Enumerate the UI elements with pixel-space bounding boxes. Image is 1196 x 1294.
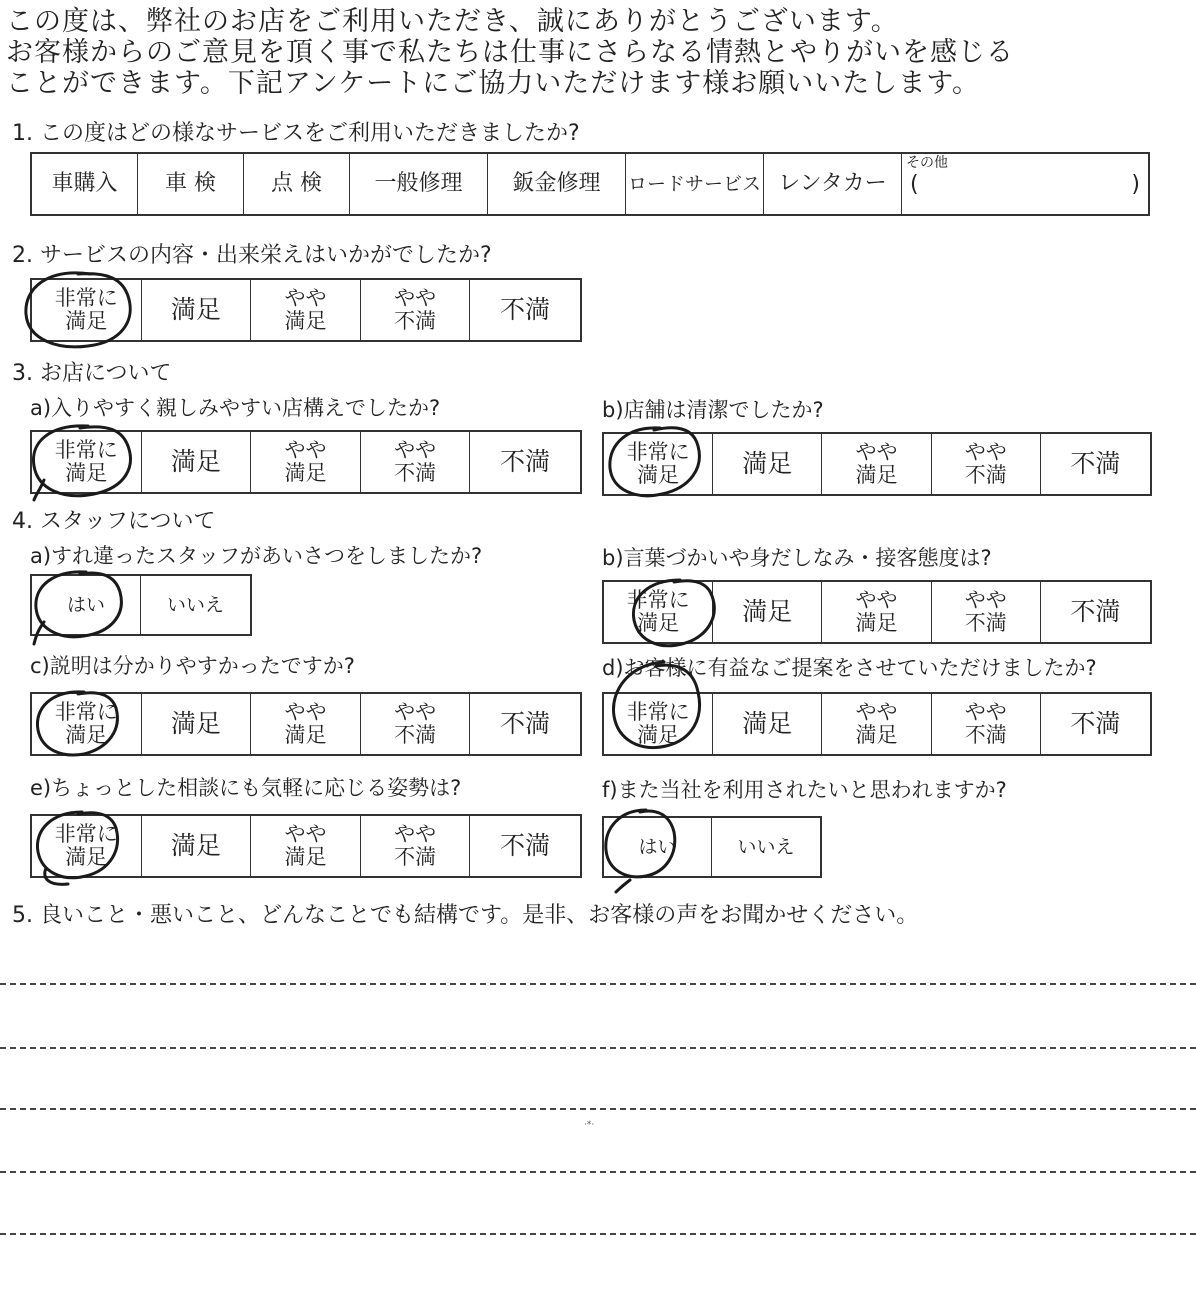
dissatisfied[interactable]: 不満 bbox=[500, 831, 551, 861]
question-2: 2. サービスの内容・出来栄えはいかがでしたか? bbox=[12, 243, 492, 268]
satisfied[interactable]: 満足 bbox=[142, 432, 252, 492]
option-inspection[interactable]: 車 検 bbox=[138, 154, 244, 214]
somewhat-satisfied[interactable]: やや 満足 bbox=[251, 432, 361, 492]
somewhat-dissatisfied[interactable]: やや 不満 bbox=[361, 280, 471, 340]
q3b-scale bbox=[602, 432, 1152, 496]
q4a-yesno bbox=[30, 574, 252, 636]
answer-line bbox=[0, 1047, 1196, 1049]
question-4d: d)お客様に有益なご提案をさせていただけましたか? bbox=[602, 656, 1097, 680]
dissatisfied[interactable]: 不満 bbox=[500, 295, 551, 325]
somewhat-dissatisfied[interactable]: やや 不満 bbox=[361, 432, 471, 492]
very-satisfied[interactable]: 非常に 満足 bbox=[32, 432, 142, 492]
no-option[interactable]: いいえ bbox=[166, 593, 224, 616]
somewhat-dissatisfied[interactable]: やや 不満 bbox=[361, 694, 471, 754]
question-3a: a)入りやすく親しみやすい店構えでしたか? bbox=[30, 396, 441, 420]
dissatisfied[interactable]: 不満 bbox=[500, 709, 551, 739]
question-4: 4. スタッフについて bbox=[12, 509, 216, 534]
intro-line: この度は、弊社のお店をご利用いただき、誠にありがとうございます。 bbox=[6, 6, 899, 37]
paren-close: ) bbox=[1131, 172, 1140, 198]
q4c-scale bbox=[30, 692, 582, 756]
somewhat-dissatisfied[interactable]: やや 不満 bbox=[361, 816, 471, 876]
q4f-yesno bbox=[602, 816, 822, 878]
answer-line bbox=[0, 1108, 1196, 1110]
satisfied[interactable]: 満足 bbox=[713, 434, 822, 494]
question-5: 5. 良いこと・悪いこと、どんなことでも結構です。是非、お客様の声をお聞かせください。 bbox=[12, 903, 919, 928]
answer-line bbox=[0, 1171, 1196, 1173]
q1-options bbox=[30, 152, 1150, 216]
very-satisfied[interactable]: 非常に 満足 bbox=[604, 434, 713, 494]
satisfied[interactable]: 満足 bbox=[713, 582, 822, 642]
somewhat-satisfied[interactable]: やや 満足 bbox=[251, 280, 361, 340]
other-field[interactable] bbox=[902, 171, 1148, 197]
q4d-scale bbox=[602, 692, 1152, 756]
dissatisfied[interactable]: 不満 bbox=[1070, 597, 1121, 627]
very-satisfied[interactable]: 非常に 満足 bbox=[604, 582, 713, 642]
other-label: その他 bbox=[906, 155, 948, 171]
q3a-scale bbox=[30, 430, 582, 494]
very-satisfied[interactable]: 非常に 満足 bbox=[604, 694, 713, 754]
satisfied[interactable]: 満足 bbox=[713, 694, 822, 754]
question-4b: b)言葉づかいや身だしなみ・接客態度は? bbox=[602, 546, 992, 570]
question-4e: e)ちょっとした相談にも気軽に応じる姿勢は? bbox=[30, 776, 462, 800]
yes-option[interactable]: はい bbox=[604, 818, 712, 876]
question-4a: a)すれ違ったスタッフがあいさつをしましたか? bbox=[30, 544, 483, 568]
answer-line bbox=[0, 1233, 1196, 1235]
question-1: 1. この度はどの様なサービスをご利用いただきましたか? bbox=[12, 121, 580, 146]
option-other[interactable] bbox=[902, 154, 1148, 214]
option-car-purchase[interactable]: 車購入 bbox=[32, 154, 138, 214]
yes-option[interactable]: はい bbox=[32, 576, 141, 634]
answer-line bbox=[0, 983, 1196, 985]
question-4c: c)説明は分かりやすかったですか? bbox=[30, 654, 355, 678]
dissatisfied[interactable]: 不満 bbox=[500, 447, 551, 477]
satisfied[interactable]: 満足 bbox=[142, 694, 252, 754]
somewhat-satisfied[interactable]: やや 満足 bbox=[251, 694, 361, 754]
somewhat-satisfied[interactable]: やや 満足 bbox=[822, 582, 931, 642]
dissatisfied[interactable]: 不満 bbox=[1070, 709, 1121, 739]
somewhat-dissatisfied[interactable]: やや 不満 bbox=[932, 434, 1041, 494]
somewhat-dissatisfied[interactable]: やや 不満 bbox=[932, 582, 1041, 642]
q4b-scale bbox=[602, 580, 1152, 644]
option-rental-car[interactable]: レンタカー bbox=[764, 154, 902, 214]
question-3b: b)店舗は清潔でしたか? bbox=[602, 398, 824, 422]
option-general-repair[interactable]: 一般修理 bbox=[350, 154, 488, 214]
satisfied[interactable]: 満足 bbox=[142, 280, 252, 340]
somewhat-satisfied[interactable]: やや 満足 bbox=[251, 816, 361, 876]
option-body-repair[interactable]: 鈑金修理 bbox=[488, 154, 626, 214]
somewhat-satisfied[interactable]: やや 満足 bbox=[822, 434, 931, 494]
somewhat-satisfied[interactable]: やや 満足 bbox=[822, 694, 931, 754]
option-check[interactable]: 点 検 bbox=[244, 154, 350, 214]
very-satisfied[interactable]: 非常に 満足 bbox=[32, 694, 142, 754]
q2-scale bbox=[30, 278, 582, 342]
question-3: 3. お店について bbox=[12, 361, 172, 386]
paren-open: ( bbox=[910, 172, 919, 198]
no-option[interactable]: いいえ bbox=[737, 835, 795, 858]
very-satisfied[interactable]: 非常に 満足 bbox=[32, 280, 142, 340]
intro-line: お客様からのご意見を頂く事で私たちは仕事にさらなる情熱とやりがいを感じる bbox=[6, 37, 1014, 68]
intro-text bbox=[6, 6, 1014, 99]
satisfied[interactable]: 満足 bbox=[142, 816, 252, 876]
intro-line: ことができます。下記アンケートにご協力いただけます様お願いいたします。 bbox=[6, 68, 981, 99]
dissatisfied[interactable]: 不満 bbox=[1070, 449, 1121, 479]
option-road-service[interactable]: ロードサービス bbox=[626, 154, 764, 214]
scan-speck: ·*· bbox=[584, 1120, 595, 1130]
very-satisfied[interactable]: 非常に 満足 bbox=[32, 816, 142, 876]
question-4f: f)また当社を利用されたいと思われますか? bbox=[602, 778, 1007, 802]
somewhat-dissatisfied[interactable]: やや 不満 bbox=[932, 694, 1041, 754]
q4e-scale bbox=[30, 814, 582, 878]
